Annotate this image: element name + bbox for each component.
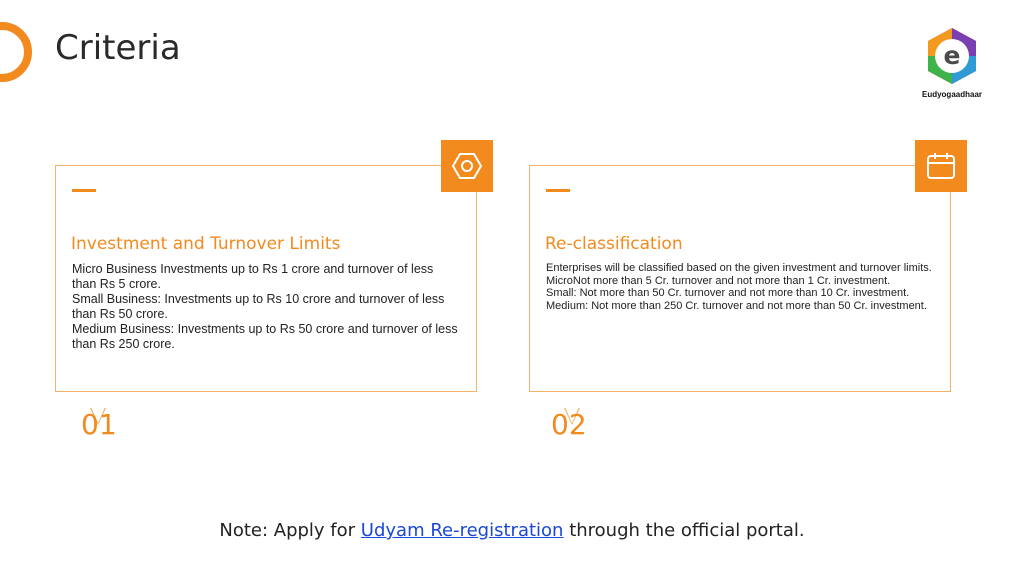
calendar-icon — [926, 151, 956, 181]
card-icon-box — [441, 140, 493, 192]
note-suffix: through the official portal. — [563, 520, 805, 541]
eudyogaadhaar-logo-icon — [924, 26, 980, 86]
hexagon-nut-icon — [452, 151, 482, 181]
logo — [912, 26, 992, 99]
card-line: Medium: Not more than 250 Cr. turnover and not more than 50 Cr. investment. — [546, 299, 927, 312]
footer-note — [0, 520, 1024, 541]
card-body — [546, 262, 932, 312]
orange-ring-decoration — [0, 22, 32, 82]
card-line: Small: Not more than 50 Cr. turnover and not more than 10 Cr. investment. — [546, 287, 910, 299]
note-prefix: Note: Apply for — [219, 520, 361, 541]
card-dash — [546, 189, 570, 192]
card-reclassification — [529, 165, 951, 392]
card-heading: Investment and Turnover Limits — [71, 234, 341, 254]
card-line: MicroNot more than 5 Cr. turnover and not more than 1 Cr. investment. — [546, 274, 891, 287]
udyam-reregistration-link[interactable]: Udyam Re-registration — [360, 520, 564, 541]
card-line: Micro Business Investments up to Rs 1 crore and turnover of less than Rs 5 crore. — [72, 262, 434, 291]
card-line: Small Business: Investments up to Rs 10 crore and turnover of less than Rs 50 crore. — [72, 292, 445, 321]
page-title: Criteria — [55, 28, 181, 68]
card-heading: Re-classification — [545, 234, 683, 254]
card-dash — [72, 189, 96, 192]
logo-text: Eudyogaadhaar — [921, 90, 982, 99]
logo-letter: e — [943, 41, 961, 70]
card-number: 01 — [81, 408, 117, 441]
card-investment-limits — [55, 165, 477, 392]
card-number: 02 — [551, 408, 587, 441]
card-line: Medium Business: Investments up to Rs 50 crore and turnover of less than Rs 250 crore. — [72, 322, 458, 351]
card-icon-box — [915, 140, 967, 192]
card-line: Enterprises will be classified based on the given investment and turnover limits. — [546, 262, 932, 274]
card-body — [72, 262, 458, 352]
